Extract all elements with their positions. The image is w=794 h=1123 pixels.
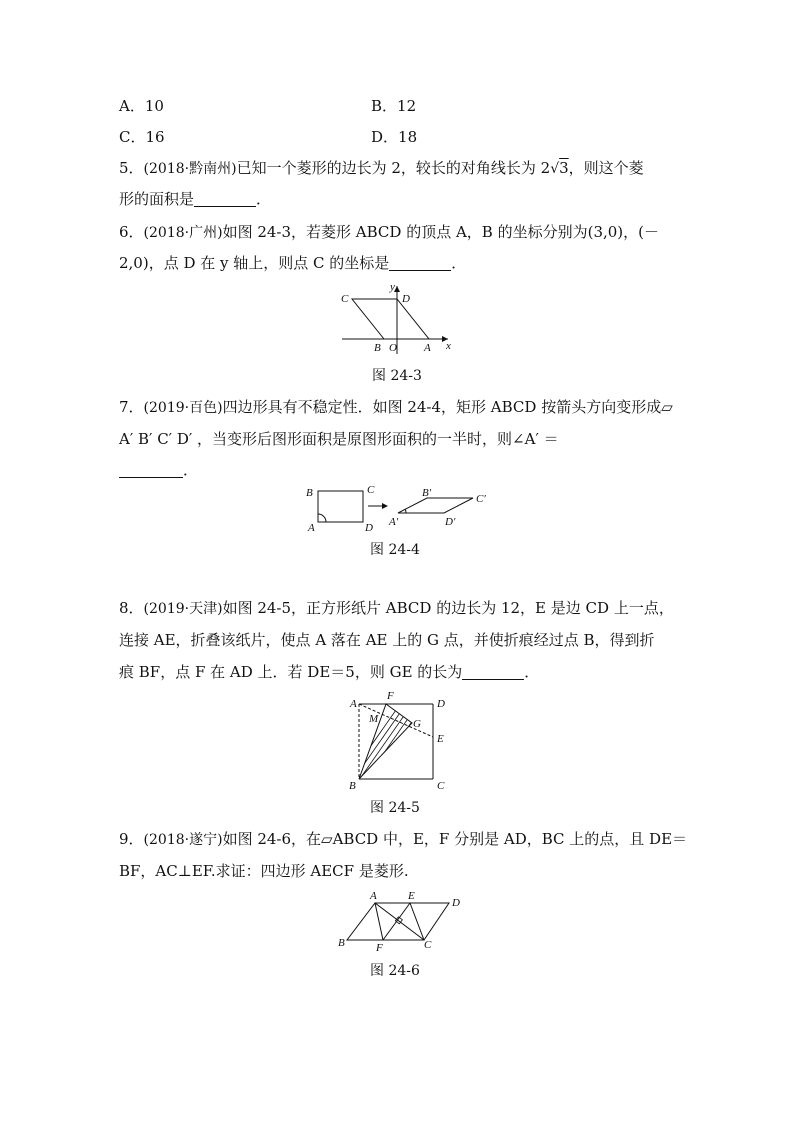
label-b: B [338,937,345,949]
label-o: O [389,342,397,354]
q6-number: 6． [119,223,144,241]
q5-end: ． [256,190,272,208]
label-a-prime: A′ [389,516,399,528]
q9-source: (2018·遂宁) [143,832,223,848]
sqrt-argument: 3 [559,159,569,177]
label-f: F [376,942,383,954]
q7-end: ． [183,461,199,479]
label-m: M [369,713,379,725]
label-c: C [437,780,445,792]
caption-24-6: 图 24-6 [370,963,420,979]
q6-source: (2018·广州) [143,225,223,241]
label-d: D [437,698,445,710]
caption-24-4: 图 24-4 [370,542,420,558]
q9-line-2-text: BF，AC⊥EF.求证：四边形 AECF 是菱形. [119,862,409,880]
label-a: A [424,342,431,354]
label-y: y [390,281,395,293]
q8-end: ． [524,663,540,681]
q5-source: (2018·黔南州) [143,161,237,177]
label-d: D [402,293,410,305]
label-d: D [452,897,460,909]
q6-end: ． [451,254,467,272]
q6-line-2-text: 2,0)，点 D 在 y 轴上，则点 C 的坐标是 [119,254,390,272]
label-e: E [408,890,415,902]
option-c: C．16 [119,128,165,146]
q8-source: (2019·天津) [143,601,223,617]
q7-line-2-text: A′ B′ C′ D′ ，当变形后图形面积是原图形面积的一半时，则∠A′ ＝ [119,430,559,448]
label-d: D [365,522,373,534]
label-e: E [437,733,444,745]
label-a: A [308,522,315,534]
q8-line-1-text: 如图 24-5，正方形纸片 ABCD 的边长为 12，E 是边 CD 上一点， [222,599,674,617]
label-b: B [306,487,313,499]
q5-number: 5． [119,159,144,177]
q7-number: 7． [119,398,144,416]
parallelogram-abcd [347,903,449,940]
q7-source: (2019·百色) [143,400,223,416]
q5-text-1: 已知一个菱形的边长为 2，较长的对角线长为 2 [236,159,551,177]
label-x: x [446,340,451,352]
label-a: A [350,698,357,710]
label-c-prime: C′ [476,493,486,505]
option-d: D．18 [371,128,418,146]
q9-number: 9． [119,830,144,848]
q9-line-1-text: 如图 24-6，在▱ABCD 中，E，F 分别是 AD，BC 上的点，且 DE＝ [222,830,688,848]
caption-24-5: 图 24-5 [370,800,420,816]
q5-text-2: ，则这个菱 [568,159,644,177]
q8-number: 8． [119,599,144,617]
q8-line-2-text: 连接 AE，折叠该纸片，使点 A 落在 AE 上的 G 点，并使折痕经过点 B，得到折 [119,631,655,649]
label-b-prime: B′ [422,487,432,499]
sqrt-sign: √ [550,161,560,177]
label-a: A [370,890,377,902]
caption-24-3: 图 24-3 [372,368,422,384]
label-b: B [349,780,356,792]
label-g: G [413,718,421,730]
label-b: B [374,342,381,354]
q6-line-1-text: 如图 24-3，若菱形 ABCD 的顶点 A，B 的坐标分别为(3,0)，(－ [222,223,660,241]
option-a: A．10 [119,97,164,115]
label-c: C [341,293,349,305]
label-c: C [424,939,432,951]
option-b: B．12 [371,97,417,115]
q8-line-3-text: 痕 BF，点 F 在 AD 上．若 DE＝5，则 GE 的长为 [119,663,463,681]
q5-line-2-text: 形的面积是 [119,190,195,208]
label-d-prime: D′ [445,516,456,528]
label-f: F [387,690,394,702]
q7-line-1-text: 四边形具有不稳定性．如图 24-4，矩形 ABCD 按箭头方向变形成▱ [222,398,673,416]
label-c: C [367,484,375,496]
